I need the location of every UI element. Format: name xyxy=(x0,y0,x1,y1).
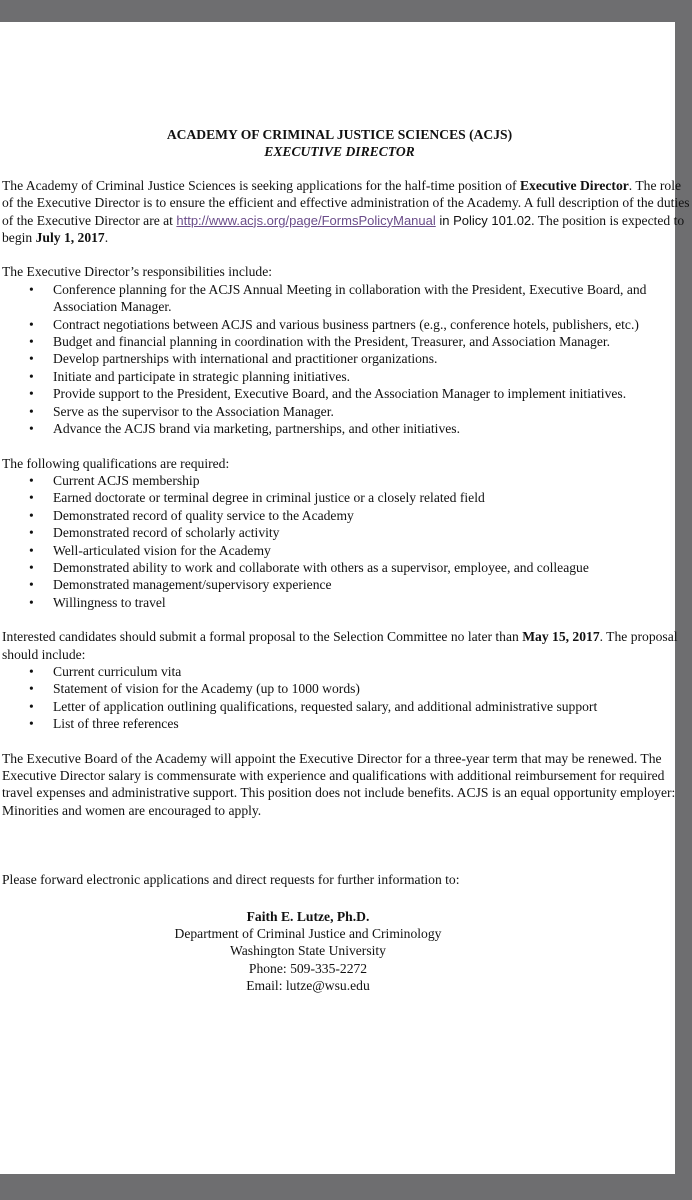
list-item: • Initiate and participate in strategic planning initiatives. xyxy=(2,368,692,385)
forward-instructions: Please forward electronic applications and direct requests for further information to: xyxy=(2,872,460,888)
intro-text-3: in xyxy=(435,212,454,228)
intro-position-bold: Executive Director xyxy=(519,177,629,193)
contact-university: Washington State University xyxy=(230,943,386,959)
list-item: • Demonstrated record of scholarly activity xyxy=(2,524,692,541)
list-item: • Demonstrated ability to work and collaborate with others as a supervisor, employee, and colleague xyxy=(2,559,692,576)
list-item: • Demonstrated management/supervisory experience xyxy=(2,576,692,593)
intro-text-2: . The role of the Executive Director is to ensure the efficient and effective administration of the Academy. A full description of the duties of the Executive Director are at xyxy=(2,177,690,228)
intro-policy-number: Policy 101.02 xyxy=(453,212,532,228)
list-item: • Well-articulated vision for the Academy xyxy=(2,542,692,559)
contact-email[interactable]: Email: lutze@wsu.edu xyxy=(246,978,370,994)
qualifications-list xyxy=(2,472,692,611)
list-item: • List of three references xyxy=(2,715,692,732)
contact-block xyxy=(2,908,614,995)
document-header xyxy=(2,126,677,161)
proposal-list xyxy=(2,663,692,733)
proposal-deadline: May 15, 2017 xyxy=(522,629,600,645)
intro-text-5: . xyxy=(104,230,109,246)
document-title: ACADEMY OF CRIMINAL JUSTICE SCIENCES (ACJS) xyxy=(166,127,513,142)
list-item: • Current curriculum vita xyxy=(2,663,692,680)
proposal-text-2: . The proposal should include: xyxy=(2,629,678,662)
list-item: • Earned doctorate or terminal degree in criminal justice or a closely related field xyxy=(2,489,692,506)
intro-text-4: . The position is expected to begin xyxy=(2,212,685,246)
list-item: • Provide support to the President, Executive Board, and the Association Manager to implement initiatives. xyxy=(2,385,692,402)
list-item: • Advance the ACJS brand via marketing, partnerships, and other initiatives. xyxy=(2,420,692,437)
intro-text-1: The Academy of Criminal Justice Sciences is seeking applications for the half-time position of xyxy=(2,177,520,193)
contact-department: Department of Criminal Justice and Criminology xyxy=(174,926,442,942)
list-item: • Demonstrated record of quality service to the Academy xyxy=(2,507,692,524)
list-item: • Serve as the supervisor to the Association Manager. xyxy=(2,403,692,420)
list-item: • Willingness to travel xyxy=(2,594,692,611)
intro-start-date: July 1, 2017 xyxy=(35,230,105,246)
list-item: • Contract negotiations between ACJS and various business partners (e.g., conference hotels, publishers, etc.) xyxy=(2,316,692,333)
list-item: • Conference planning for the ACJS Annual Meeting in collaboration with the President, Executive Board, and Association Manager. xyxy=(2,281,692,316)
list-item: • Current ACJS membership xyxy=(2,472,692,489)
responsibilities-heading: The Executive Director’s responsibilities include: xyxy=(2,264,273,280)
closing-paragraph: The Executive Board of the Academy will appoint the Executive Director for a three-year term that may be renewed. The Executive Director salary is commensurate with experience and qualifications with additional reimbursement for required travel expenses and administrative support. This position does not include benefits. ACJS is an equal opportunity employer: Minorities and women are encouraged to apply. xyxy=(2,750,676,818)
proposal-text-1: Interested candidates should submit a formal proposal to the Selection Committee no later than xyxy=(2,629,523,645)
list-item: • Budget and financial planning in coordination with the President, Treasurer, and Association Manager. xyxy=(2,333,692,350)
intro-paragraph xyxy=(2,177,692,247)
list-item: • Statement of vision for the Academy (up to 1000 words) xyxy=(2,680,692,697)
contact-name: Faith E. Lutze, Ph.D. xyxy=(246,908,370,924)
document-page xyxy=(0,22,690,1174)
contact-phone: Phone: 509-335-2272 xyxy=(248,960,368,976)
list-item: • Letter of application outlining qualifications, requested salary, and additional administrative support xyxy=(2,698,692,715)
responsibilities-list xyxy=(2,281,692,438)
document-content xyxy=(2,126,692,995)
list-item: • Develop partnerships with international and practitioner organizations. xyxy=(2,350,692,367)
qualifications-heading: The following qualifications are required: xyxy=(2,455,230,471)
proposal-paragraph xyxy=(2,628,692,663)
document-subtitle: EXECUTIVE DIRECTOR xyxy=(264,144,415,160)
policy-manual-link[interactable]: http://www.acjs.org/page/FormsPolicyManual xyxy=(176,212,436,228)
